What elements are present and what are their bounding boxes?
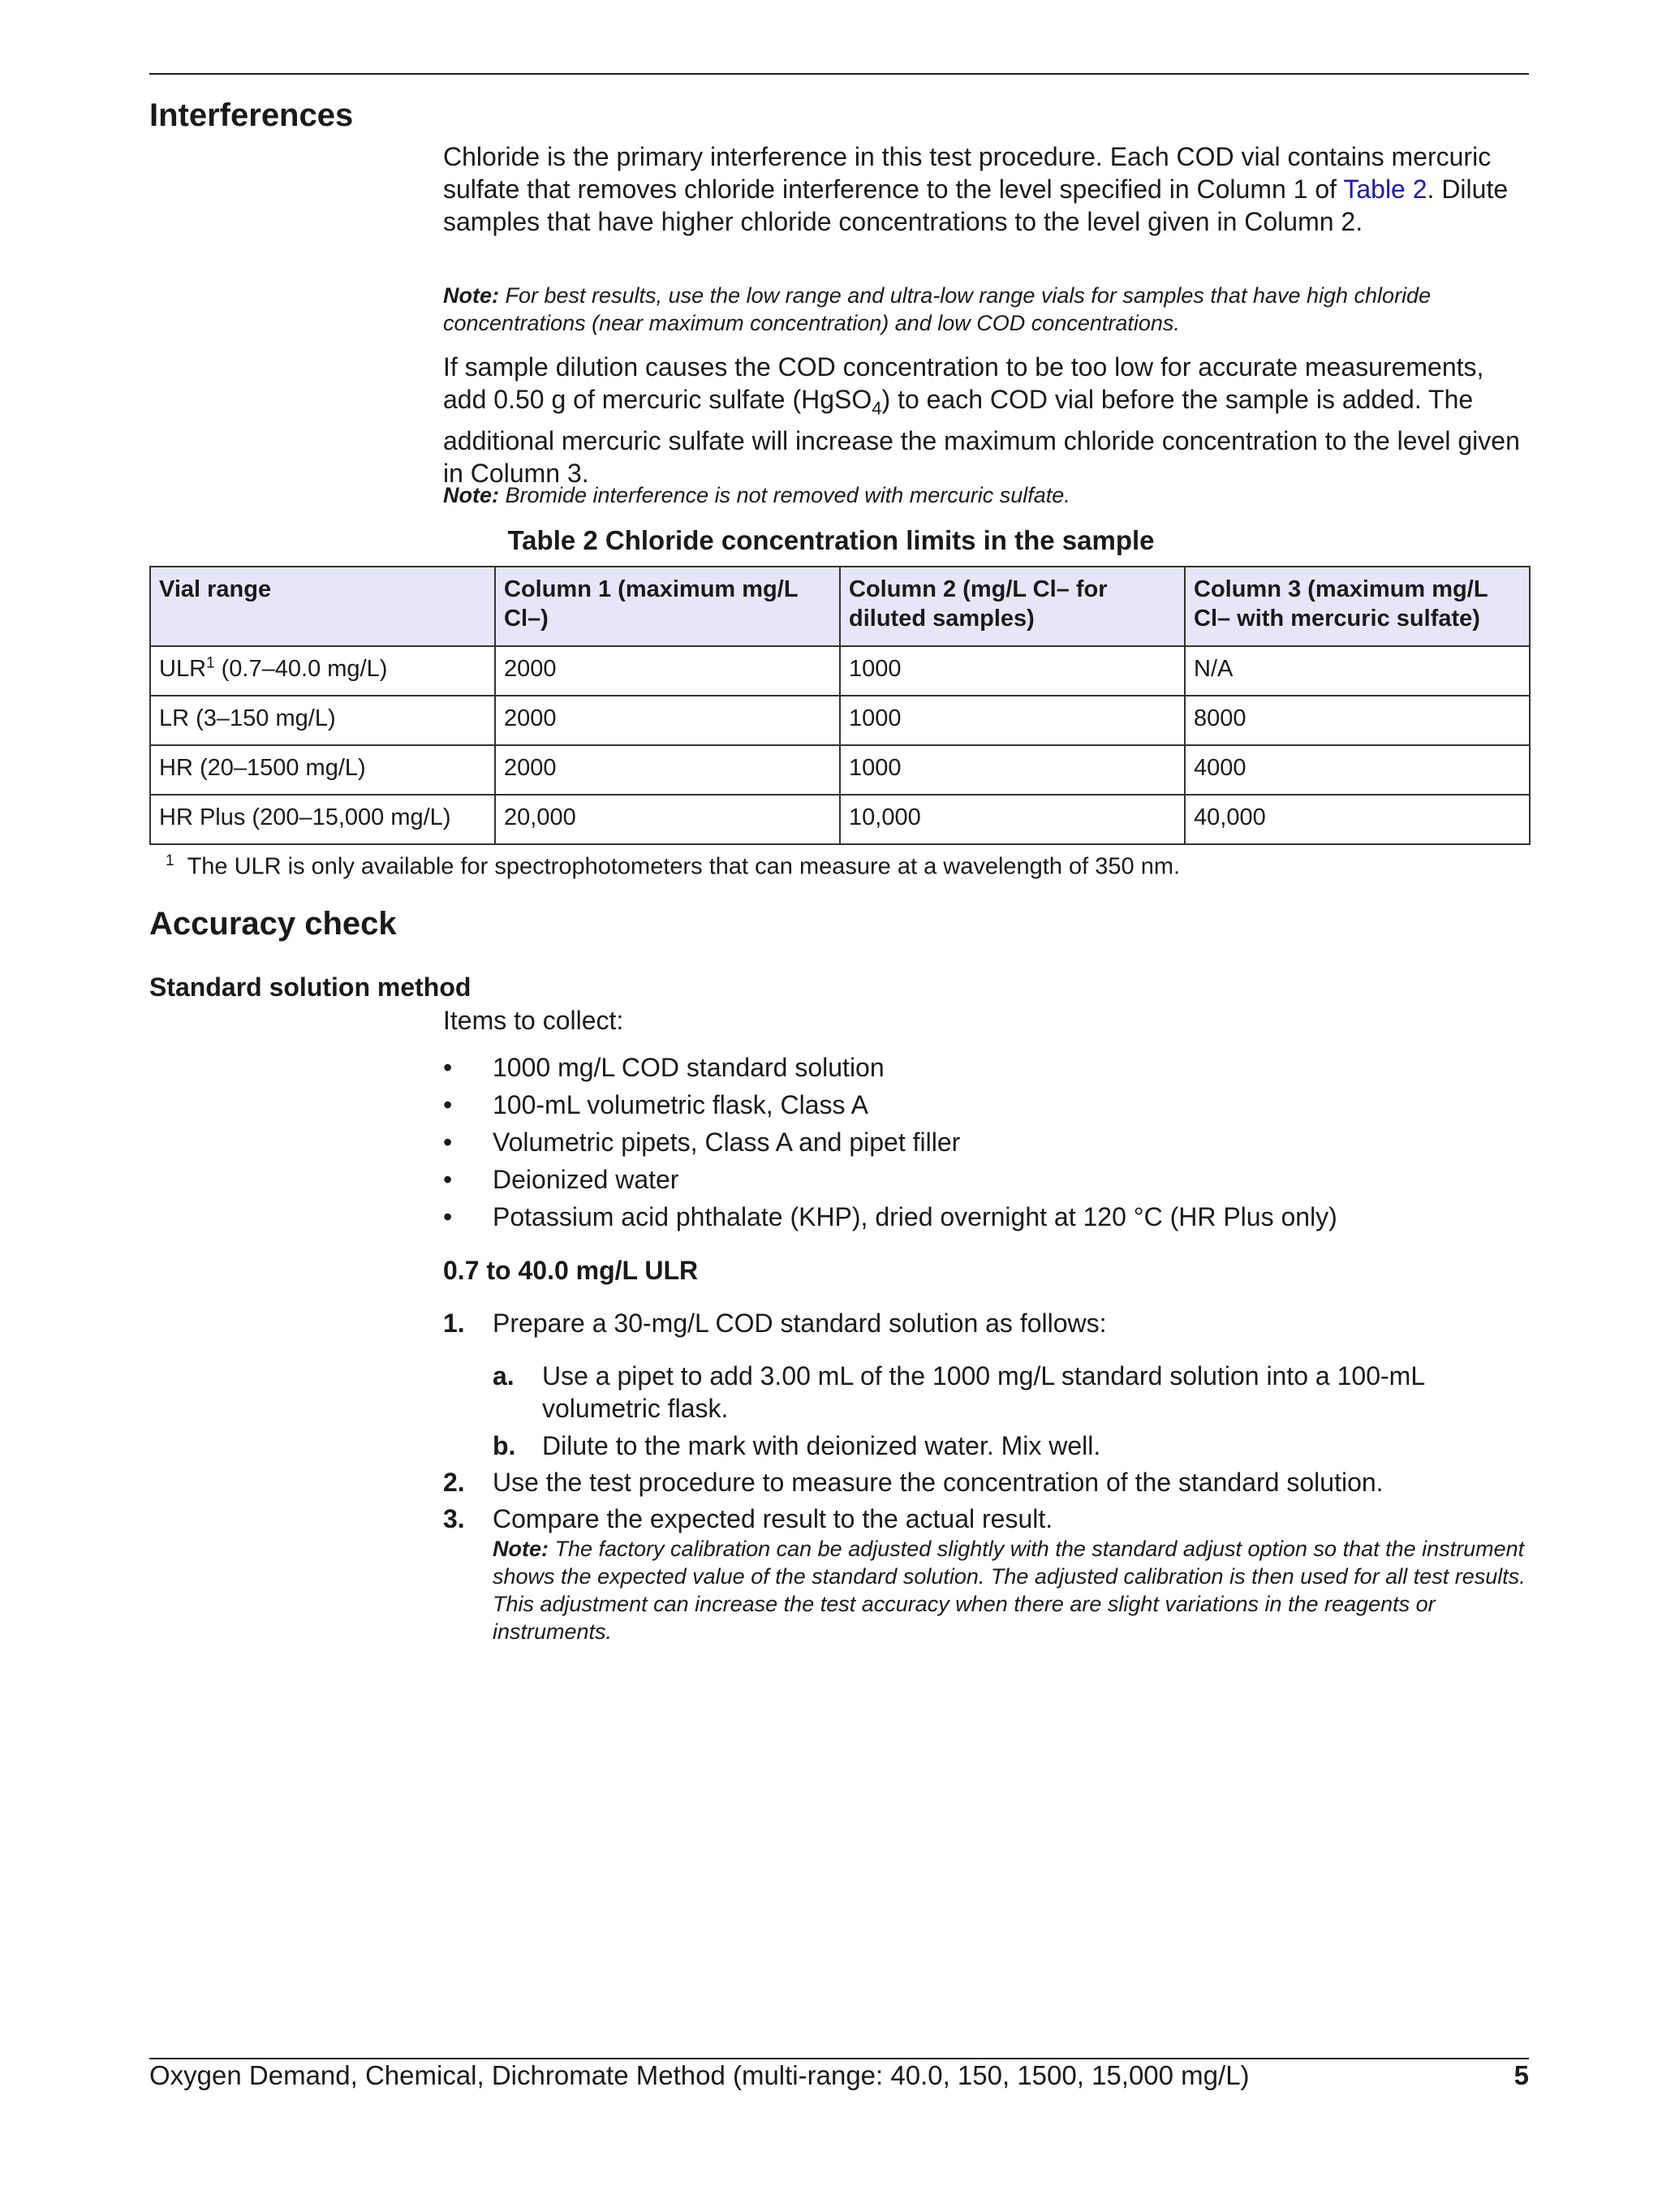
step-number: 1. [443,1309,465,1338]
note-best-results [443,282,1531,337]
step-text: Prepare a 30-mg/L COD standard solution as follows: [493,1309,1107,1338]
table-footnote [166,847,1180,882]
subheading-standard-solution-method: Standard solution method [149,972,471,1002]
cell-column-1: 2000 [495,646,840,696]
step-text: Use the test procedure to measure the concentration of the standard solution. [493,1468,1384,1497]
bullet: • [443,1090,453,1119]
cell-column-2: 1000 [840,696,1185,745]
items-to-collect-list [443,1051,1337,1238]
section-heading-interferences: Interferences [149,97,354,133]
cell-column-3: 8000 [1185,696,1530,745]
step-number: 2. [443,1468,465,1497]
table-header-row [150,567,1530,646]
cell-column-3: 40,000 [1185,795,1530,844]
bullet: • [443,1202,453,1231]
step-letter: a. [493,1361,515,1391]
cell-column-1: 2000 [495,696,840,745]
list-item-text: Potassium acid phthalate (KHP), dried overnight at 120 °C (HR Plus only) [493,1202,1337,1231]
interferences-paragraph-1 [443,140,1531,238]
cell-vial-range: LR (3–150 mg/L) [150,696,495,745]
top-rule [149,73,1529,75]
list-item-text: 1000 mg/L COD standard solution [493,1053,885,1082]
ulr-heading: 0.7 to 40.0 mg/L ULR [443,1256,699,1285]
cell-column-2: 1000 [840,745,1185,795]
list-item [443,1126,1337,1163]
table-row [150,745,1530,795]
note-bromide [443,481,1531,509]
cell-column-3: 4000 [1185,745,1530,795]
list-item-text: 100-mL volumetric flask, Class A [493,1090,868,1119]
paragraph-text: Chloride is the primary interference in this test procedure. Each COD vial contains mercuric sulfate that removes chloride interference to the level specified in Column 1 of [443,142,1492,204]
header-column-2: Column 2 (mg/L Cl– for diluted samples) [840,567,1185,646]
list-item [443,1163,1337,1201]
bullet: • [443,1165,453,1194]
cell-column-3: N/A [1185,646,1530,696]
table-row [150,696,1530,745]
step-text: Dilute to the mark with deionized water. Mix well. [542,1431,1101,1460]
cell-column-2: 1000 [840,646,1185,696]
cell-text: (0.7–40.0 mg/L) [214,656,388,682]
list-item-text: Deionized water [493,1165,679,1194]
chloride-limits-table [149,566,1531,845]
table-row [150,795,1530,844]
cell-vial-range: HR (20–1500 mg/L) [150,745,495,795]
paragraph-text: . Dilute samples that have higher chloride concentrations to the level given in Column 2. [443,175,1509,236]
cell-text: ULR [159,656,207,682]
table-row [150,646,1530,696]
footnote-number: 1 [166,852,174,869]
footnote-text: The ULR is only available for spectrophotometers that can measure at a wavelength of 350 nm. [187,853,1181,880]
header-column-1: Column 1 (maximum mg/L Cl–) [495,567,840,646]
step-text: Compare the expected result to the actual result. [493,1504,1053,1533]
paragraph-text: ) to each COD vial before the sample is added. The additional mercuric sulfate will increase the maximum chloride concentration to the level given in Column 3. [443,385,1520,489]
note-label: Note: [443,283,499,308]
list-item [443,1051,1337,1089]
note-text: The factory calibration can be adjusted slightly with the standard adjust option so that the instrument shows the expected value of the standard solution. The adjusted calibration is then used for all test results. This adjustment can increase the test accuracy when there are slight variations in the reagents or instruments. [493,1537,1526,1644]
cell-column-1: 20,000 [495,795,840,844]
cell-vial-range: HR Plus (200–15,000 mg/L) [150,795,495,844]
note-text: Bromide interference is not removed with mercuric sulfate. [499,483,1070,507]
cell-column-1: 2000 [495,745,840,795]
list-item [443,1201,1337,1238]
table-2-link[interactable]: Table 2 [1343,175,1427,204]
subscript-4: 4 [872,398,882,419]
footnote-marker: 1 [206,654,215,672]
cell-column-2: 10,000 [840,795,1185,844]
step-1a [493,1360,1531,1425]
header-column-3: Column 3 (maximum mg/L Cl– with mercuric sulfate) [1185,567,1530,646]
step-letter: b. [493,1431,516,1460]
table-caption: Table 2 Chloride concentration limits in the sample [507,525,1155,555]
note-calibration [493,1535,1531,1645]
section-heading-accuracy-check: Accuracy check [149,906,397,942]
list-item [443,1089,1337,1126]
note-label: Note: [493,1537,549,1561]
bullet: • [443,1128,453,1157]
step-text: Use a pipet to add 3.00 mL of the 1000 mg/L standard solution into a 100-mL volumetric flask. [542,1361,1424,1423]
note-text: For best results, use the low range and ultra-low range vials for samples that have high chloride concentrations (near maximum concentration) and low COD concentrations. [443,283,1432,335]
cell-vial-range [150,646,495,696]
header-vial-range: Vial range [150,567,495,646]
step-number: 3. [443,1504,465,1533]
note-label: Note: [443,483,499,507]
page-number: 5 [1513,2060,1529,2090]
footer-title: Oxygen Demand, Chemical, Dichromate Method (multi-range: 40.0, 150, 1500, 15,000 mg/L) [149,2060,1250,2090]
bullet: • [443,1053,453,1082]
interferences-paragraph-2 [443,351,1531,489]
paragraph-text: If sample dilution causes the COD concentration to be too low for accurate measurements, add 0.50 g of mercuric sulfate (HgSO [443,352,1484,414]
items-intro: Items to collect: [443,1006,624,1035]
list-item-text: Volumetric pipets, Class A and pipet filler [493,1128,961,1157]
